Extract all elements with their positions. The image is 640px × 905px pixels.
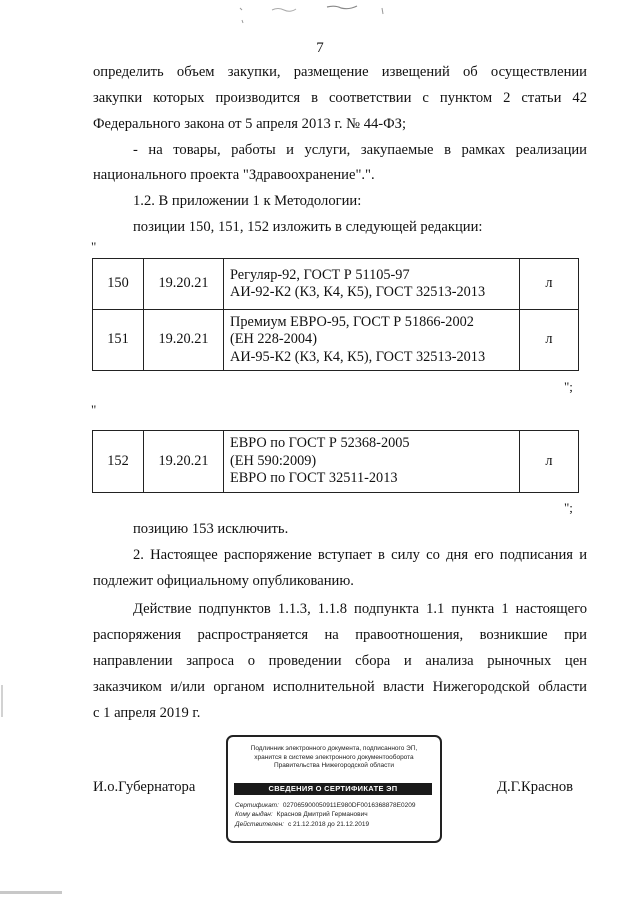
stamp-cert-row <box>235 801 415 810</box>
stamp-valid-row <box>235 820 415 829</box>
position-number: 152 <box>93 431 144 493</box>
stamp-cert-value: 027065900050911E980DF0016368878E0209 <box>282 802 416 809</box>
unit: л <box>520 431 579 493</box>
product-name-line: ЕВРО по ГОСТ Р 52368-2005 <box>230 435 410 452</box>
stamp-cert-label: Сертификат: <box>235 802 279 809</box>
electronic-signature-stamp <box>226 735 442 843</box>
stamp-header-line: Правительства Нижегородской области <box>273 762 395 770</box>
product-name-line: АИ-95-К2 (К3, К4, К5), ГОСТ 32513-2013 <box>230 348 486 365</box>
stamp-issued-row <box>235 810 415 819</box>
product-name-line: (ЕН 228-2004) <box>230 331 317 348</box>
stamp-issued-value: Краснов Дмитрий Германович <box>276 811 368 819</box>
closing-quote: "; <box>564 379 573 394</box>
product-name <box>224 431 520 493</box>
product-name-line: ЕВРО по ГОСТ 32511-2013 <box>230 470 398 487</box>
unit: л <box>520 310 579 371</box>
stamp-certificate-bar: СВЕДЕНИЯ О СЕРТИФИКАТЕ ЭП <box>234 783 432 795</box>
stamp-header <box>228 745 440 771</box>
paragraph-line: - на товары, работы и услуги, закупаемые в рамках реализации <box>133 142 587 158</box>
paragraph-line: распоряжения распространяется на правоотношения, возникшие при <box>93 627 587 643</box>
paragraph-line: с 1 апреля 2019 г. <box>93 705 201 721</box>
okpd-code: 19.20.21 <box>144 431 224 493</box>
paragraph-line: определить объем закупки, размещение извещений об осуществлении <box>93 64 587 80</box>
paragraph-line: закупки которых производится в соответствии с пунктом 2 статьи 42 <box>93 90 587 106</box>
scan-artifact <box>232 2 402 30</box>
product-name-line: (ЕН 590:2009) <box>230 452 317 469</box>
stamp-header-line: Подлинник электронного документа, подписанного ЭП, <box>250 745 418 752</box>
paragraph-line: национального проекта "Здравоохранение".". <box>93 167 375 183</box>
position-number: 150 <box>93 259 144 310</box>
paragraph-line: направлении запроса о проведении сбора и анализа рыночных цен <box>93 653 587 669</box>
paragraph-line: Федерального закона от 5 апреля 2013 г. № 44-ФЗ; <box>93 116 407 132</box>
paragraph-line: подлежит официальному опубликованию. <box>93 573 354 589</box>
page-number: 7 <box>316 40 324 56</box>
opening-quote: " <box>91 402 97 417</box>
closing-quote: "; <box>564 500 573 515</box>
product-name <box>224 310 520 371</box>
stamp-valid-label: Действителен: <box>235 820 284 828</box>
okpd-code: 19.20.21 <box>144 310 224 371</box>
product-name <box>224 259 520 310</box>
scan-margin-mark <box>1 685 3 717</box>
positions-table-2 <box>92 430 579 493</box>
scan-bottom-strip <box>0 891 62 894</box>
stamp-header-line: хранится в системе электронного документооборота <box>254 753 414 761</box>
stamp-issued-label: Кому выдан: <box>235 811 273 819</box>
paragraph-line: 2. Настоящее распоряжение вступает в силу со дня его подписания и <box>133 547 587 563</box>
paragraph-line: 1.2. В приложении 1 к Методологии: <box>133 193 362 209</box>
paragraph-line: позицию 153 исключить. <box>133 521 289 537</box>
table-row <box>93 310 579 371</box>
table-row <box>93 431 579 493</box>
positions-table-1 <box>92 258 579 371</box>
stamp-valid-value: с 21.12.2018 до 21.12.2019 <box>287 820 370 828</box>
opening-quote: " <box>91 239 97 254</box>
product-name-line: Регуляр-92, ГОСТ Р 51105-97 <box>230 266 410 283</box>
okpd-code: 19.20.21 <box>144 259 224 310</box>
product-name-line: АИ-92-К2 (К3, К4, К5), ГОСТ 32513-2013 <box>230 284 486 300</box>
paragraph-line: позиции 150, 151, 152 изложить в следующей редакции: <box>133 219 483 235</box>
paragraph-line: заказчиком и/или органом исполнительной власти Нижегородской области <box>93 679 587 695</box>
signatory-name: Д.Г.Краснов <box>497 779 574 795</box>
stamp-details <box>235 801 415 829</box>
product-name-line: Премиум ЕВРО-95, ГОСТ Р 51866-2002 <box>230 313 474 330</box>
signatory-position: И.о.Губернатора <box>93 779 196 795</box>
table-row <box>93 259 579 310</box>
unit: л <box>520 259 579 310</box>
position-number: 151 <box>93 310 144 371</box>
paragraph-line: Действие подпунктов 1.1.3, 1.1.8 подпункта 1.1 пункта 1 настоящего <box>133 601 587 617</box>
